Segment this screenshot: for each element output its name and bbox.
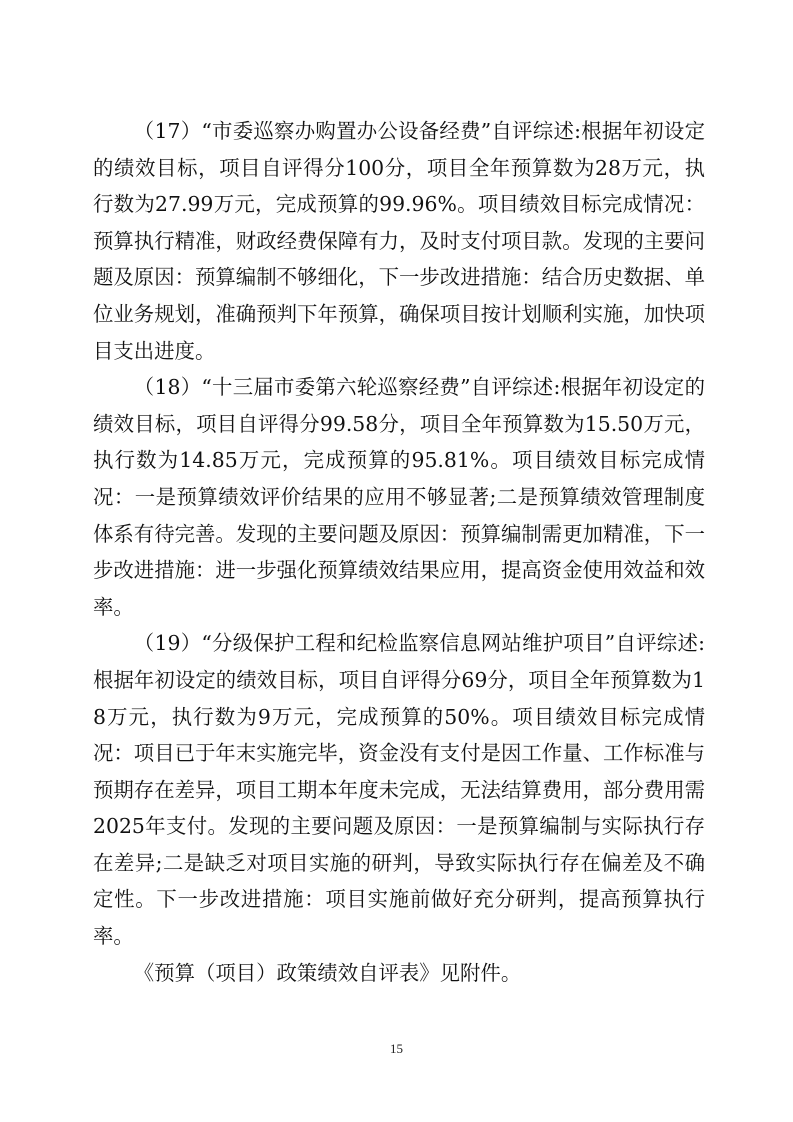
paragraph-attachment-note: 《预算（项目）政策绩效自评表》见附件。 <box>133 960 522 985</box>
paragraph-item-19: （19）“分级保护工程和纪检监察信息网站维护项目”自评综述:根据年初设定的绩效目标，项目自评得分69分，项目全年预算数为18万元，执行数为9万元，完成预算的50%。项目绩效目标完成情况：项目已于年末实施完毕，资金没有支付是因工作量、工作标准与预期存在差异，项目工期本年度未完成，无法结算费用，部分费用需2025年支付。发现的主要问题及原因：一是预算编制与实际执行存在差异;二是缺乏对项目实施的研判，导致实际执行存在偏差及不确定性。下一步改进措施：项目实施前做好充分研判，提高预算执行率。 <box>93 631 705 949</box>
paragraph-item-17: （17）“市委巡察办购置办公设备经费”自评综述:根据年初设定的绩效目标，项目自评得分100分，项目全年预算数为28万元，执行数为27.99万元，完成预算的99.96%。项目绩效目标完成情况：预算执行精准，财政经费保障有力，及时支付项目款。发现的主要问题及原因：预算编制不够细化，下一步改进措施：结合历史数据、单位业务规划，准确预判下年预算，确保项目按计划顺利实施，加快项目支出进度。 <box>93 119 705 363</box>
document-body <box>93 113 705 991</box>
paragraph-item-18: （18）“十三届市委第六轮巡察经费”自评综述:根据年初设定的绩效目标，项目自评得分99.58分，项目全年预算数为15.50万元，执行数为14.85万元，完成预算的95.81%。项目绩效目标完成情况：一是预算绩效评价结果的应用不够显著;二是预算绩效管理制度体系有待完善。发现的主要问题及原因：预算编制需更加精准，下一步改进措施：进一步强化预算绩效结果应用，提高资金使用效益和效率。 <box>93 375 705 619</box>
page-number: 15 <box>390 1041 403 1056</box>
